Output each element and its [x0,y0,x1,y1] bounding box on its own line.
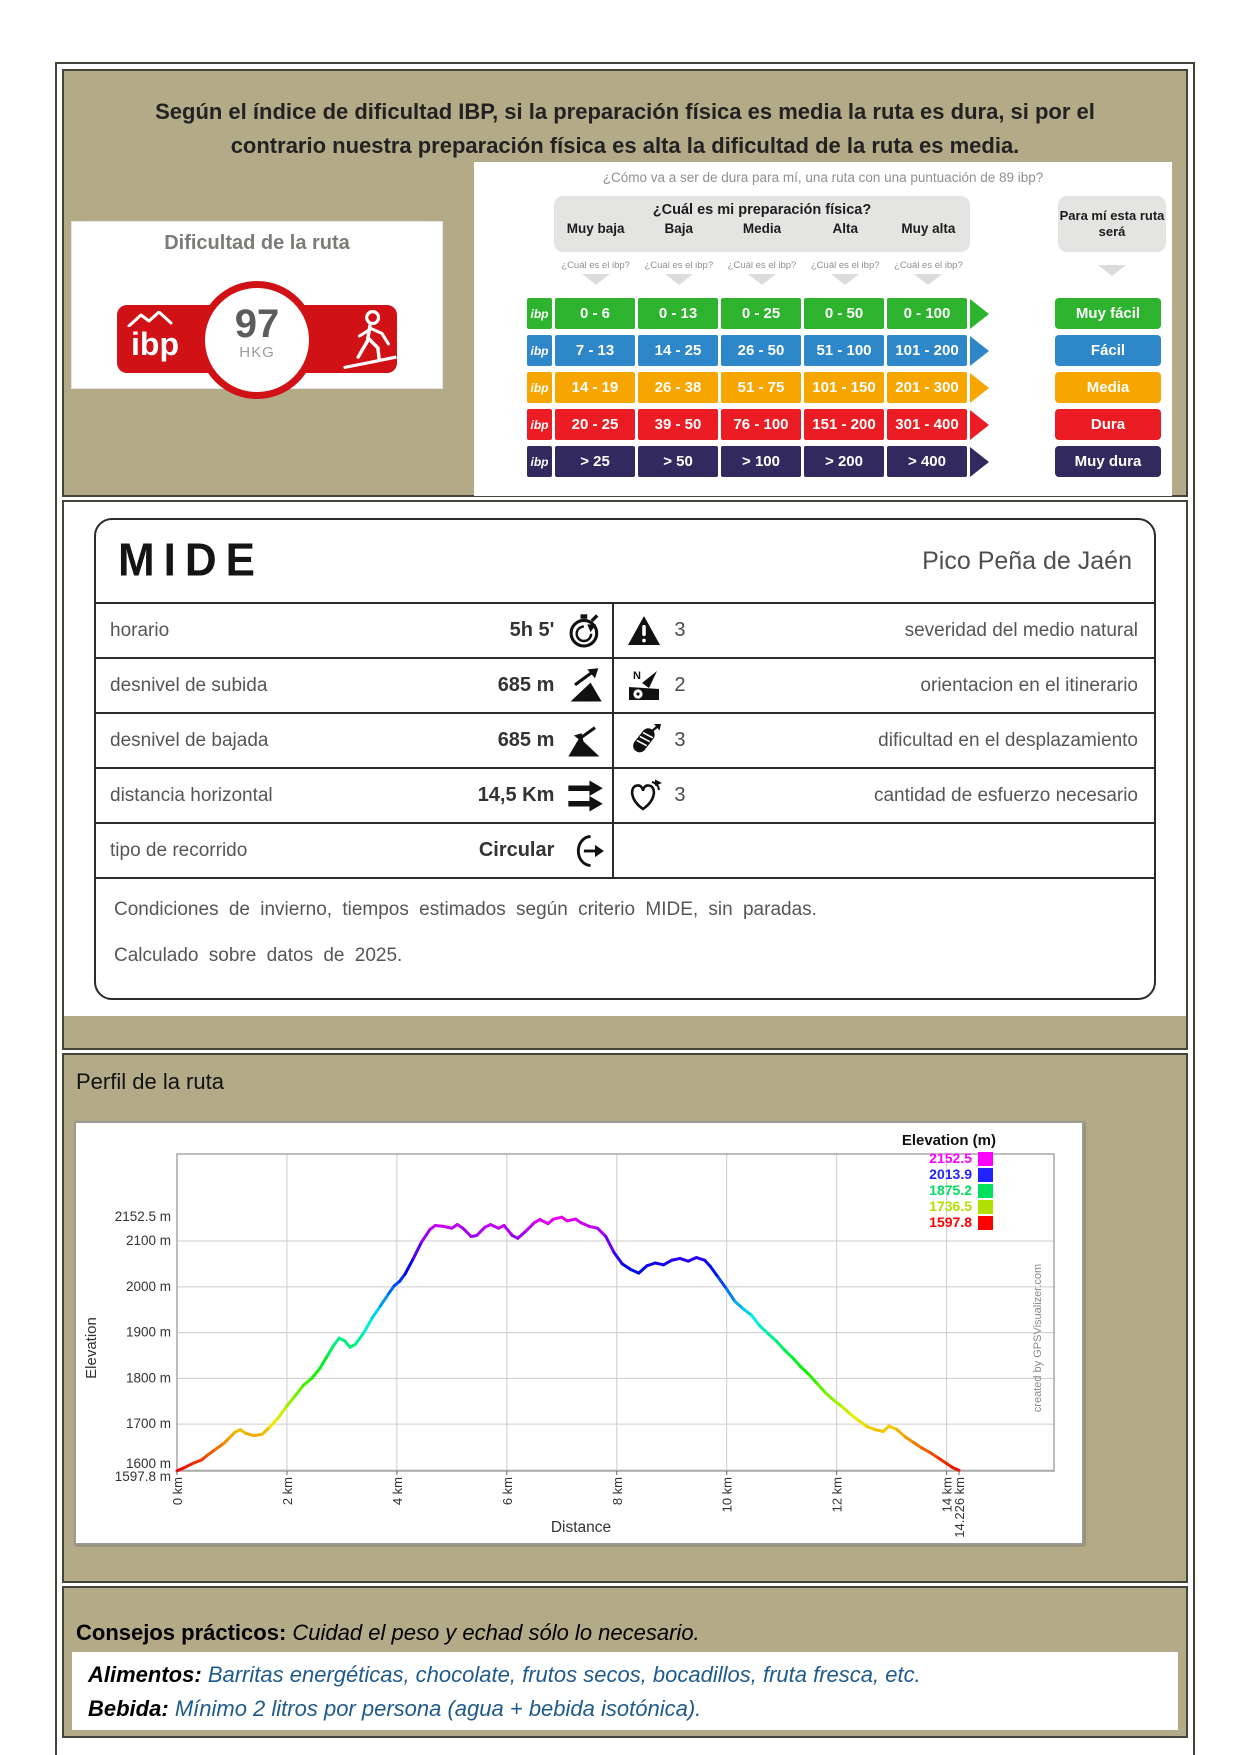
heart-icon [614,778,674,814]
mide-row [96,659,1154,714]
ibp-row-label: ibp [527,446,552,477]
ibp-result-cell: Dura [1055,409,1161,440]
ibp-result-cell: Media [1055,372,1161,403]
mide-right-cell [614,659,1154,712]
ibp-prep-column-label: Muy baja [566,221,625,236]
ibp-range-cell: 0 - 100 [887,298,967,329]
elevation-profile-chart [76,1123,1078,1539]
ibp-table-header [474,196,1172,254]
ibp-row-label: ibp [527,298,552,329]
x-tick-group [830,1477,845,1512]
ibp-result-cell: Fácil [1055,335,1161,366]
ibp-result-cell: Muy dura [1055,446,1161,477]
ibp-range-cell: 26 - 50 [721,335,801,366]
distance-arrows-icon [562,774,608,818]
ibp-rating-table [474,162,1172,496]
x-tick-label: 14 km [939,1477,955,1513]
document-frame [55,62,1195,1755]
chart-credit-group [1032,1264,1044,1412]
ibp-unit: HKG [239,344,275,361]
x-tick-label: 6 km [499,1477,515,1506]
x-tick-label: 14.226 km [952,1477,968,1538]
ibp-range-cell: 51 - 100 [804,335,884,366]
ibp-banner [107,281,407,401]
mide-row-value: 5h 5' [509,619,555,641]
ibp-row [474,409,1172,440]
ibp-range-cell: 14 - 25 [638,335,718,366]
ibp-row [474,446,1172,477]
legend-swatch [978,1168,993,1182]
ibp-range-cell: 101 - 200 [887,335,967,366]
ibp-range-cell: 0 - 6 [555,298,635,329]
plot-area [177,1154,1054,1471]
ibp-range-cell: 0 - 50 [804,298,884,329]
ibp-row [474,335,1172,366]
mide-table-header [96,520,1154,604]
ibp-range-cell: 101 - 150 [804,372,884,403]
mountain-icon [123,311,187,327]
mide-left-cell [96,714,614,767]
chevron-down-icon [748,274,776,285]
tips-heading-line [76,1620,700,1646]
ibp-sublabel: ¿Cuál es el ibp? [637,260,720,285]
x-tick-group [170,1477,185,1505]
legend-entry-label: 2013.9 [929,1166,972,1182]
compass-icon [614,668,674,704]
ascent-icon [562,664,608,708]
intro-text [115,95,1135,163]
drink-label: Bebida: [88,1696,169,1721]
ibp-prep-box [554,196,970,252]
food-text: Barritas energéticas, chocolate, frutos secos, bocadillos, fruta fresca, etc. [207,1662,921,1687]
mide-rating-value: 3 [674,729,686,751]
ibp-prep-title: ¿Cuál es mi preparación física? [652,202,872,218]
ibp-range-cell: > 50 [638,446,718,477]
x-tick-group [610,1477,625,1505]
mide-right-cell [614,714,1154,767]
intro-line-2: contrario nuestra preparación física es alta la dificultad de la ruta es media. [230,133,1020,159]
arrow-right-icon [970,410,989,440]
y-tick-label: 1597.8 m [114,1468,171,1484]
mide-row [96,824,1154,879]
footprint-icon [614,723,674,759]
y-tick-label: 1800 m [125,1370,171,1386]
ibp-row [474,372,1172,403]
ibp-sublabel: ¿Cuál es el ibp? [804,260,887,285]
legend-swatch [978,1216,993,1230]
ibp-prep-columns [554,221,970,236]
stopwatch-icon [562,609,608,653]
mide-row [96,769,1154,824]
ibp-rating-rows [474,298,1172,483]
ibp-range-cell: 26 - 38 [638,372,718,403]
intro-section [62,69,1188,497]
circular-route-icon [562,829,608,873]
mide-row-value: 14,5 Km [477,784,555,806]
hiker-icon [341,307,399,369]
y-tick-label: 2100 m [125,1233,171,1249]
arrow-right-icon [970,447,989,477]
mide-row-label: desnivel de bajada [110,729,269,751]
mide-table [94,518,1156,1000]
mide-row-label: tipo de recorrido [110,839,248,861]
legend-entry-label: 1736.5 [929,1198,972,1214]
ibp-difficulty-card [72,222,442,388]
ibp-sublabel-row [554,260,970,285]
mide-left-cell [96,659,614,712]
mide-rating-value: 2 [674,674,686,696]
x-tick-label: 2 km [279,1477,295,1506]
chevron-down-icon [582,274,610,285]
tips-heading: Consejos prácticos: [76,1620,287,1645]
ibp-range-cell: > 200 [804,446,884,477]
legend-swatch [978,1152,993,1166]
ibp-score: 97 [234,302,280,346]
ibp-row-label: ibp [527,409,552,440]
legend-title: Elevation (m) [901,1132,996,1149]
x-tick-label: 0 km [170,1477,185,1506]
ibp-range-cell: 0 - 25 [721,298,801,329]
mide-note-1: Condiciones de invierno, tiempos estimados según criterio MIDE, sin paradas. [114,899,817,920]
drink-text: Mínimo 2 litros por persona (agua + bebida isotónica). [174,1696,702,1721]
x-tick-group [280,1477,295,1505]
ibp-range-cell: 0 - 13 [638,298,718,329]
y-tick-label: 2000 m [125,1278,171,1294]
mide-row [96,604,1154,659]
y-tick-label: 1900 m [125,1324,171,1340]
mide-left-cell [96,769,614,822]
ibp-sublabel: ¿Cuál es el ibp? [720,260,803,285]
ibp-sublabel: ¿Cuál es el ibp? [887,260,970,285]
ibp-row [474,298,1172,329]
mide-notes [96,879,1154,967]
ibp-prep-column-label: Baja [664,221,694,236]
ibp-result-header: Para mí esta ruta será [1058,196,1166,252]
mide-rating-label: orientacion en el itinerario [920,674,1138,696]
ibp-result-cell: Muy fácil [1055,298,1161,329]
x-tick-label: 4 km [389,1477,405,1506]
legend-swatch [978,1184,993,1198]
x-tick-group [390,1477,405,1505]
y-tick-label: 2152.5 m [114,1209,171,1224]
y-tick-label: 1600 m [125,1455,171,1471]
y-axis-title-group [83,1317,100,1379]
chevron-down-icon [1058,262,1166,276]
mide-section [62,500,1188,1050]
chevron-down-icon [914,274,942,285]
tips-box [72,1652,1178,1730]
mide-rating-label: severidad del medio natural [904,619,1138,641]
arrow-right-icon [970,299,989,329]
x-tick-label: 12 km [829,1477,845,1513]
x-tick-group [500,1477,515,1505]
ibp-sublabel: ¿Cuál es el ibp? [554,260,637,285]
ibp-range-cell: > 100 [721,446,801,477]
mide-row-value: 685 m [497,674,555,696]
x-tick-label: 10 km [719,1477,735,1513]
mide-rating-value: 3 [674,784,686,806]
x-tick-label: 8 km [609,1477,625,1506]
drink-tip-row [88,1692,1178,1726]
ibp-card-title: Dificultad de la ruta [164,232,350,254]
x-tick-group [720,1477,735,1512]
mide-note-2: Calculado sobre datos de 2025. [114,945,403,966]
ibp-range-cell: 7 - 13 [555,335,635,366]
ibp-range-cell: > 25 [555,446,635,477]
mide-right-cell [614,769,1154,822]
legend-entry-label: 1597.8 [929,1214,972,1230]
mide-right-cell [614,824,1154,877]
ibp-range-cell: 51 - 75 [721,372,801,403]
legend-swatch [978,1200,993,1214]
mide-rating-label: dificultad en el desplazamiento [878,729,1138,751]
ibp-logo [123,311,187,362]
mide-row-label: distancia horizontal [110,784,273,806]
profile-section [62,1053,1188,1583]
ibp-range-cell: 14 - 19 [555,372,635,403]
ibp-range-cell: 76 - 100 [721,409,801,440]
ibp-range-cell: 201 - 300 [887,372,967,403]
mide-left-cell [96,824,614,877]
ibp-score-circle [198,281,316,399]
intro-line-1: Según el índice de dificultad IBP, si la preparación física es media la ruta es dura, si por el [155,99,1095,124]
chevron-down-icon [665,274,693,285]
x-axis-title: Distance [550,1519,612,1536]
ibp-range-cell: > 400 [887,446,967,477]
mide-rating-label: cantidad de esfuerzo necesario [873,784,1138,806]
ibp-range-cell: 151 - 200 [804,409,884,440]
mide-image [64,502,1186,1016]
mide-left-cell [96,604,614,657]
ibp-prep-column-label: Alta [832,221,858,236]
arrow-right-icon [970,336,989,366]
x-tick-group [952,1477,967,1538]
chart-credit: created by GPSVisualizer.com [1032,1263,1044,1413]
ibp-row-label: ibp [527,372,552,403]
ibp-row-label: ibp [527,335,552,366]
route-name: Pico Peña de Jaén [922,546,1132,575]
arrow-right-icon [970,373,989,403]
legend-entry-label: 1875.2 [929,1182,972,1198]
ibp-range-cell: 20 - 25 [555,409,635,440]
elevation-chart-image [74,1121,1084,1545]
mide-rating-value: 3 [674,619,686,641]
mide-row-label: horario [110,619,170,641]
ibp-range-cell: 39 - 50 [638,409,718,440]
mide-row-label: desnivel de subida [110,674,268,696]
ibp-range-cell: 301 - 400 [887,409,967,440]
mide-row-value: 685 m [497,729,555,751]
svg-text:N: N [633,669,642,682]
descent-icon [562,719,608,763]
ibp-prep-column-label: Media [742,221,782,236]
y-axis-title: Elevation [83,1317,100,1379]
y-tick-label: 1700 m [125,1416,171,1432]
ibp-prep-column-label: Muy alta [901,221,956,236]
mide-logo: MIDE [118,534,264,587]
food-tip-row [88,1658,1178,1692]
mide-row [96,714,1154,769]
profile-title: Perfil de la ruta [76,1069,224,1094]
mide-rows [96,604,1154,879]
tips-heading-text: Cuidad el peso y echad sólo lo necesario. [292,1620,700,1645]
ibp-logo-text: ibp [131,326,179,362]
tips-section [62,1586,1188,1738]
mide-row-value: Circular [478,839,555,861]
warning-triangle-icon [614,613,674,649]
mide-right-cell [614,604,1154,657]
chevron-down-icon [831,274,859,285]
legend-entry-label: 2152.5 [929,1150,972,1166]
ibp-question: ¿Cómo va a ser de dura para mí, una ruta con una puntuación de 89 ibp? [602,170,1044,185]
food-label: Alimentos: [88,1662,202,1687]
